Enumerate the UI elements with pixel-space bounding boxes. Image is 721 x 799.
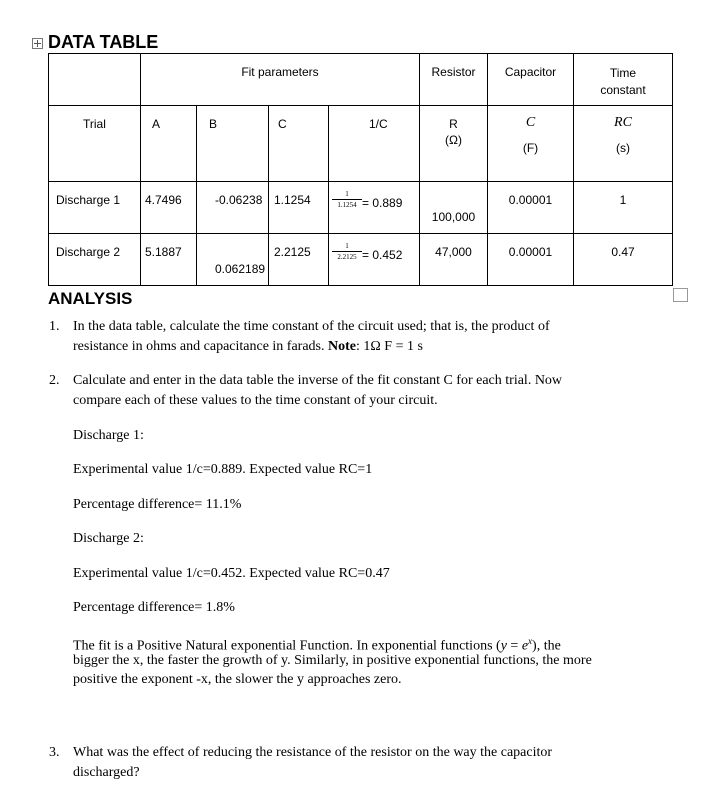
analysis-heading: ANALYSIS	[48, 289, 133, 308]
data-table-heading: DATA TABLE	[48, 32, 159, 52]
b-value: 0.062189	[215, 262, 266, 276]
table-row-discharge-2	[49, 234, 673, 286]
r-unit: (Ω)	[445, 133, 462, 147]
table-group-header-row	[49, 54, 673, 106]
discharge-1-values: Experimental value 1/c=0.889. Expected value RC=1	[73, 462, 373, 477]
math-y: y	[500, 638, 507, 654]
inverse-c-header: 1/C	[369, 117, 388, 131]
r-value: 47,000	[435, 245, 472, 259]
r-header: R	[449, 117, 458, 131]
q2-line-1: Calculate and enter in the data table the inverse of the fit constant C for each trial. Now	[73, 373, 563, 388]
trial-cell: Discharge 1	[56, 193, 121, 207]
discharge-2-difference: Percentage difference= 1.8%	[73, 600, 235, 615]
table-move-handle[interactable]	[32, 38, 43, 49]
q1-line-1: In the data table, calculate the time constant of the circuit used; that is, the product of	[73, 319, 550, 334]
fit-parameters-header-cell	[141, 54, 420, 106]
c-header: C	[278, 117, 287, 131]
fraction-denominator: 1.1254	[337, 201, 357, 209]
c-value: 2.2125	[274, 245, 311, 259]
fit-explanation-line-3: positive the exponent -x, the slower the y approaches zero.	[73, 672, 402, 687]
discharge-2-values: Experimental value 1/c=0.452. Expected value RC=0.47	[73, 566, 390, 581]
capacitance-value: 0.00001	[508, 193, 553, 207]
fraction-numerator: 1	[345, 190, 349, 198]
note-text: : 1Ω F = 1 s	[356, 339, 423, 354]
discharge-1-difference: Percentage difference= 11.1%	[73, 497, 242, 512]
inverse-c-fraction	[332, 191, 362, 209]
math-equals: =	[506, 638, 522, 654]
question-number: 2.	[49, 373, 60, 388]
rc-header: RC	[614, 115, 632, 130]
a-value: 5.1887	[145, 245, 182, 259]
q1-line-2	[73, 337, 423, 356]
inverse-c-value: = 0.452	[362, 248, 403, 262]
question-number: 3.	[49, 745, 60, 760]
table-row-discharge-1	[49, 182, 673, 234]
math-e: e	[521, 638, 529, 654]
rc-value: 0.47	[611, 245, 635, 259]
c-value: 1.1254	[274, 193, 311, 207]
q2-line-2: compare each of these values to the time constant of your circuit.	[73, 393, 438, 408]
fraction-bar	[332, 199, 362, 200]
discharge-2-label: Discharge 2:	[73, 531, 144, 546]
trial-cell: Discharge 2	[56, 245, 121, 259]
capacitor-label: Capacitor	[504, 65, 557, 79]
r-value: 100,000	[431, 210, 476, 224]
capacitance-value: 0.00001	[508, 245, 553, 259]
inverse-c-fraction	[332, 243, 362, 261]
capacitance-unit: (F)	[522, 141, 539, 155]
rc-value: 1	[619, 193, 627, 207]
question-number: 1.	[49, 319, 60, 334]
q1-text: resistance in ohms and capacitance in farads.	[73, 339, 325, 354]
inverse-c-value: = 0.889	[362, 196, 403, 210]
time-constant-label: Time constant	[600, 66, 646, 97]
fit-explanation-line-2: bigger the x, the faster the growth of y. Similarly, in positive exponential functions, the more	[73, 653, 592, 668]
fit-text: The fit is a Positive Natural exponential Function. In exponential functions (	[73, 638, 501, 654]
rc-unit: (s)	[616, 141, 630, 155]
note-label: Note	[328, 339, 357, 354]
discharge-1-label: Discharge 1:	[73, 428, 144, 443]
a-header: A	[152, 117, 161, 131]
table-resize-handle[interactable]	[673, 288, 688, 302]
a-value: 4.7496	[145, 193, 182, 207]
q3-line-1: What was the effect of reducing the resistance of the resistor on the way the capacitor	[73, 745, 553, 760]
b-header: B	[209, 117, 218, 131]
table-column-header-row	[49, 106, 673, 182]
capacitance-header: C	[525, 115, 536, 130]
fraction-bar	[332, 251, 362, 252]
fraction-denominator: 2.2125	[337, 253, 357, 261]
fit-parameters-label: Fit parameters	[241, 65, 319, 79]
b-value: -0.06238	[215, 193, 263, 207]
resistor-label: Resistor	[431, 65, 476, 79]
trial-header: Trial	[83, 117, 106, 131]
fraction-numerator: 1	[345, 242, 349, 250]
data-table	[48, 53, 673, 286]
math-exponent: x	[528, 636, 533, 646]
q3-line-2: discharged?	[73, 765, 140, 780]
fit-text: ), the	[532, 638, 561, 654]
